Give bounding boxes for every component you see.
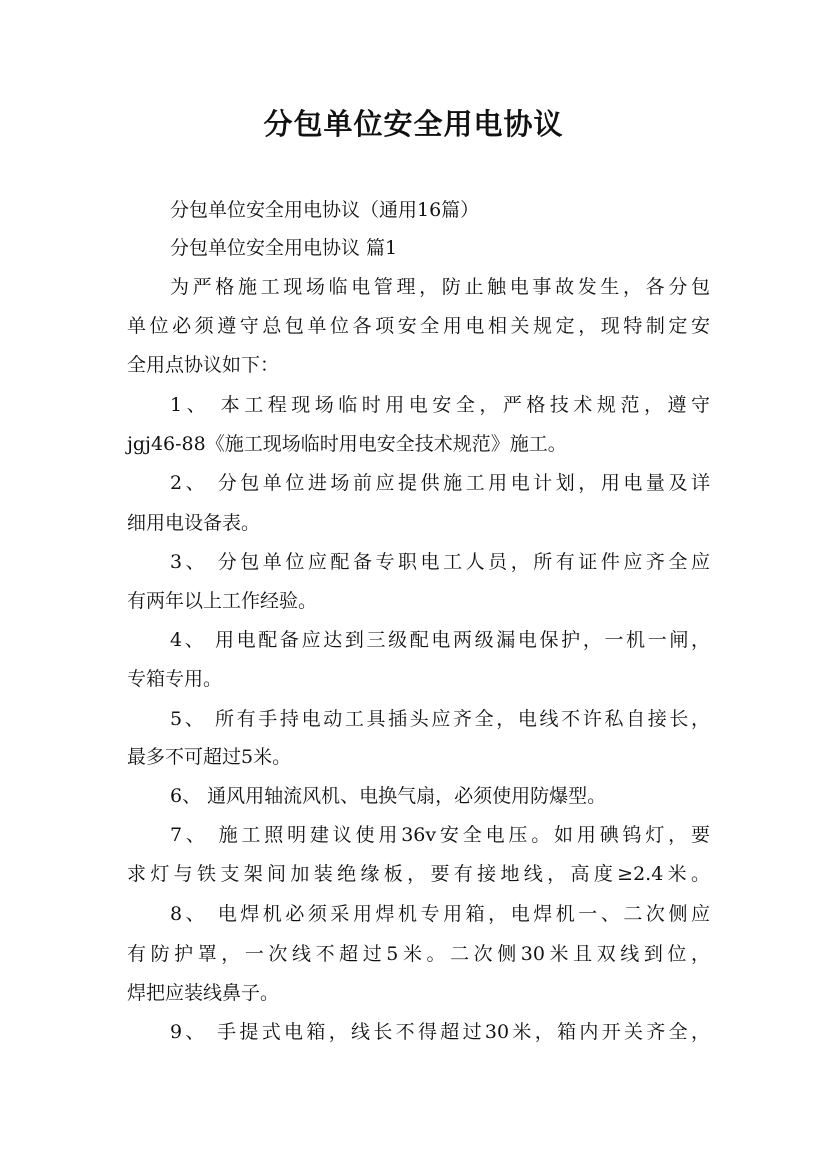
clause-line: 专箱专用。 [127, 668, 223, 690]
clause-line: 9、 手提式电箱，线长不得超过30米，箱内开关齐全， [170, 1021, 710, 1043]
section-heading: 分包单位安全用电协议 篇1 [170, 237, 398, 259]
paragraph-line: 为严格施工现场临电管理，防止触电事故发生，各分包 [170, 276, 710, 298]
clause-line: 4、 用电配备应达到三级配电两级漏电保护，一机一闸， [170, 629, 710, 651]
clause-line: 5、 所有手持电动工具插头应齐全，电线不许私自接长， [170, 708, 710, 730]
clause-line: 8、 电焊机必须采用焊机专用箱，电焊机一、二次侧应 [170, 903, 710, 925]
clause-line: 焊把应装线鼻子。 [127, 982, 280, 1004]
clause-line: 2、 分包单位进场前应提供施工用电计划，用电量及详 [170, 472, 710, 494]
clause-line: 求灯与铁支架间加装绝缘板，要有接地线，高度≥2.4米。 [127, 863, 710, 885]
document-title: 分包单位安全用电协议 [263, 107, 564, 141]
clause-line: 3、 分包单位应配备专职电工人员，所有证件应齐全应 [170, 551, 710, 573]
clause-line: 6、 通风用轴流风机、电换气扇，必须使用防爆型。 [170, 785, 607, 807]
clause-line: 最多不可超过5米。 [127, 746, 292, 768]
clause-line: 7、 施工照明建议使用36v安全电压。如用碘钨灯，要 [170, 824, 710, 846]
clause-line: 1、 本工程现场临时用电安全，严格技术规范，遵守 [170, 394, 710, 416]
clause-line: 细用电设备表。 [127, 512, 261, 534]
paragraph-line: 全用点协议如下： [127, 354, 280, 376]
clause-line: 有防护罩，一次线不超过5米。二次侧30米且双线到位， [127, 943, 710, 965]
clause-line: jgj46-88《施工现场临时用电安全技术规范》施工。 [127, 433, 567, 455]
clause-line: 有两年以上工作经验。 [127, 590, 318, 612]
paragraph-line: 单位必须遵守总包单位各项安全用电相关规定，现特制定安 [127, 315, 710, 337]
subtitle-line: 分包单位安全用电协议（通用16篇） [170, 199, 480, 221]
